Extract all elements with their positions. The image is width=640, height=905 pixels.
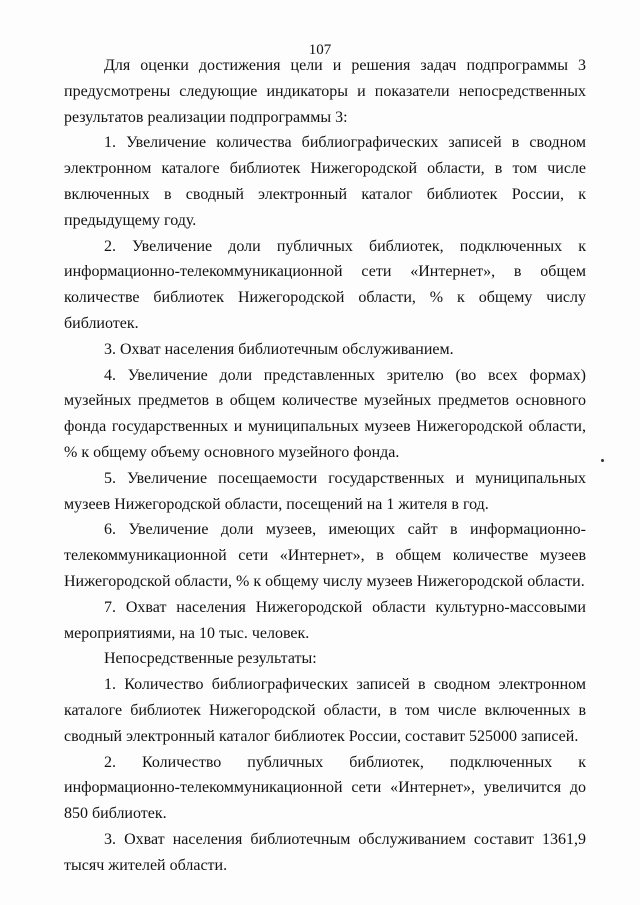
page-number: 107 bbox=[308, 42, 332, 58]
indicator-3: 3. Охват населения библиотечным обслуживанием. bbox=[104, 340, 454, 358]
intro-paragraph: Для оценки достижения цели и решения задач подпрограммы 3 предусмотрены следующие индикаторы и показатели непосредственных результатов реализации подпрограммы 3: bbox=[64, 57, 586, 126]
result-1: 1. Количество библиографических записей в сводном электронном каталоге библиотек Нижегородской области, в том числе включенных в сводный электронный каталог библиотек России, составит 525000 записей. bbox=[64, 676, 586, 745]
indicator-6: 6. Увеличение доли музеев, имеющих сайт в информационно-телекоммуникационной сети «Интернет», в общем количестве музеев Нижегородской области, % к общему числу музеев Нижегородской области. bbox=[64, 521, 586, 590]
indicator-1: 1. Увеличение количества библиографических записей в сводном электронном каталоге библиотек Нижегородской области, в том числе включенных в сводный электронный каталог библиотек России, к предыдущему году. bbox=[64, 134, 586, 229]
indicator-5: 5. Увеличение посещаемости государственных и муниципальных музеев Нижегородской области, посещений на 1 жителя в год. bbox=[64, 469, 586, 513]
indicator-7: 7. Охват населения Нижегородской области культурно-массовыми мероприятиями, на 10 тыс. человек. bbox=[64, 598, 586, 642]
scan-speck bbox=[601, 459, 604, 462]
indicator-4: 4. Увеличение доли представленных зрителю (во всех формах) музейных предметов в общем количестве музейных предметов основного фонда государственных и муниципальных музеев Нижегородской области, % к общему объему основного музейного фонда. bbox=[64, 366, 586, 461]
document-body bbox=[64, 53, 586, 879]
results-heading: Непосредственные результаты: bbox=[104, 650, 317, 668]
result-2: 2. Количество публичных библиотек, подключенных к информационно-телекоммуникационной сети «Интернет», увеличится до 850 библиотек. bbox=[64, 753, 586, 823]
result-3: 3. Охват населения библиотечным обслуживанием составит 1361,9 тысяч жителей области. bbox=[64, 830, 586, 874]
indicator-2: 2. Увеличение доли публичных библиотек, подключенных к информационно-телекоммуникационной сети «Интернет», в общем количестве библиотек Нижегородской области, % к общему числу библиотек. bbox=[64, 237, 586, 332]
